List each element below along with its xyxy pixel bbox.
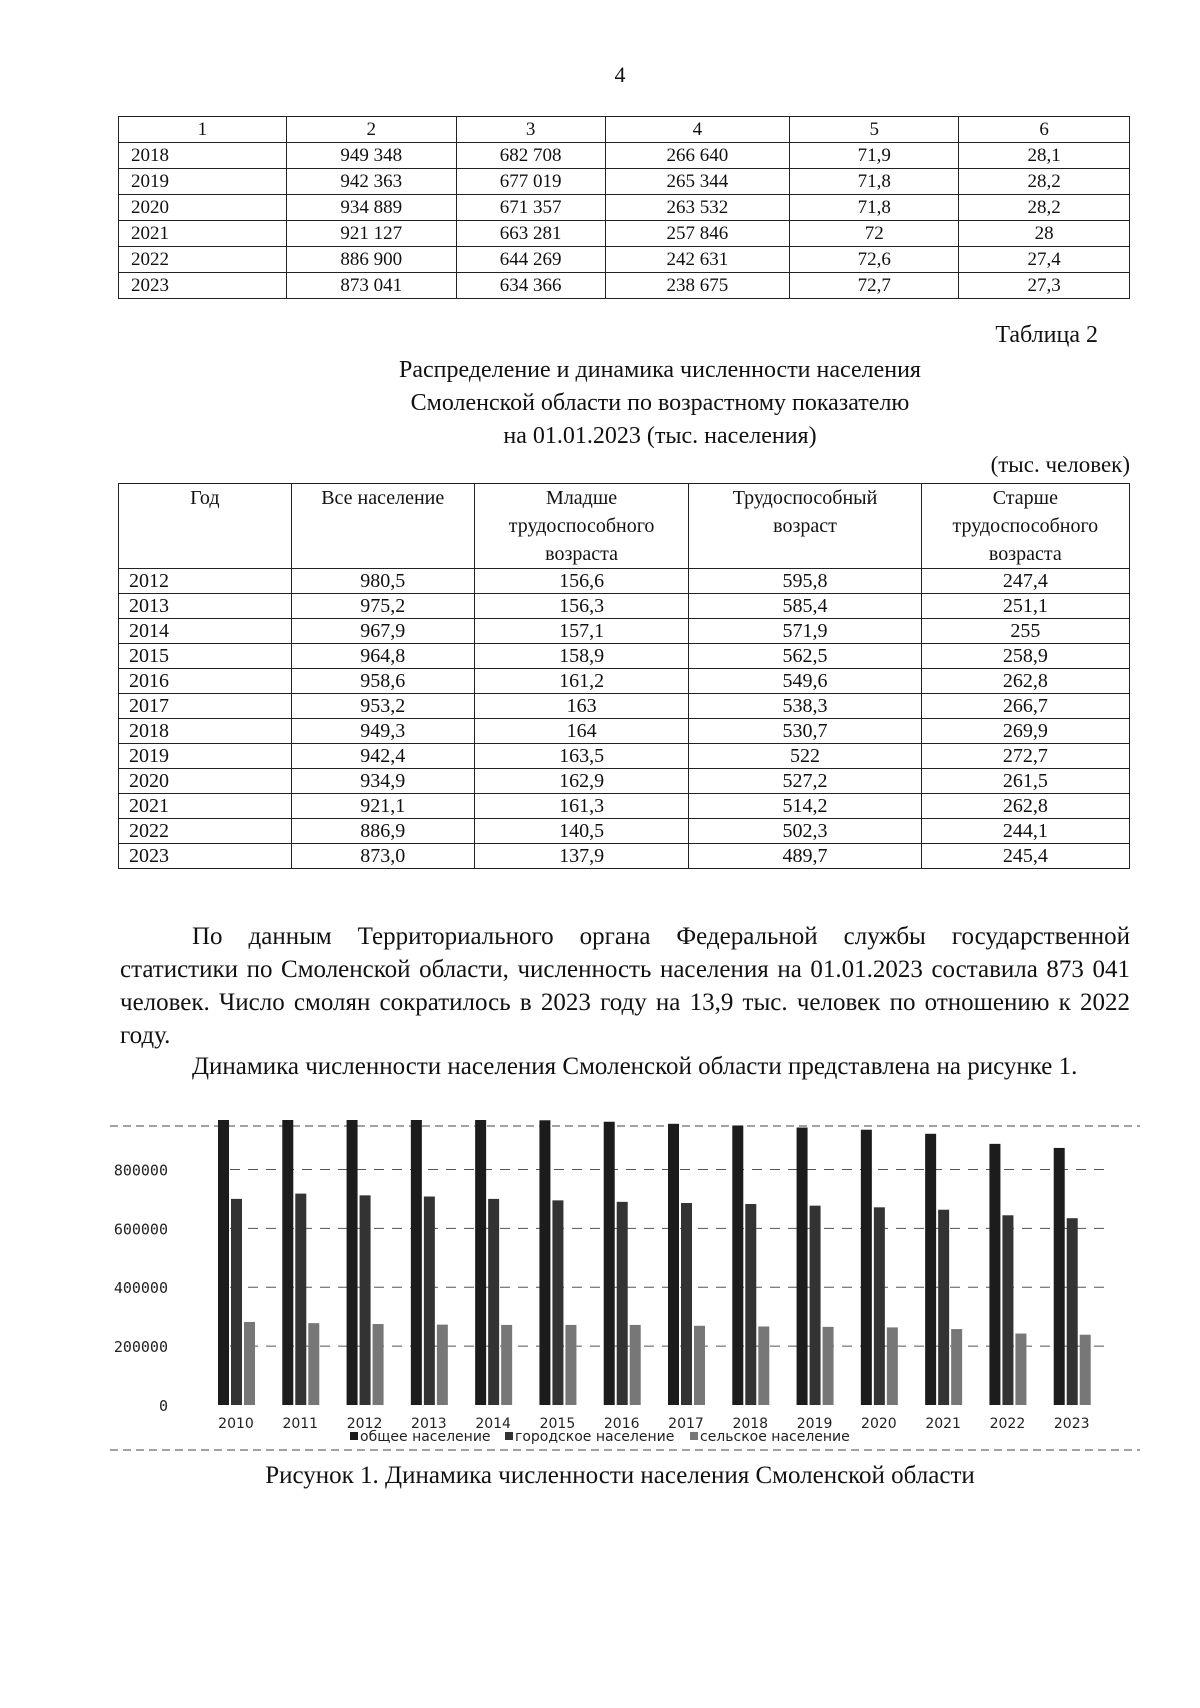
paragraph-population (120, 920, 1130, 1052)
value-cell: 934,9 (291, 769, 474, 794)
bar-городское (1002, 1215, 1013, 1405)
year-cell: 2020 (119, 769, 292, 794)
value-cell: 634 366 (456, 273, 605, 299)
value-cell: 677 019 (456, 169, 605, 195)
paragraph-figure-ref (120, 1050, 1130, 1083)
table-row (119, 619, 1130, 644)
bar-общее (347, 1120, 358, 1405)
value-cell: 921,1 (291, 794, 474, 819)
table-row (119, 819, 1130, 844)
bar-общее (732, 1125, 743, 1405)
bar-городское (552, 1200, 563, 1405)
value-cell: 644 269 (456, 247, 605, 273)
column-header (291, 484, 474, 569)
value-cell: 934 889 (286, 195, 456, 221)
bar-сельское (501, 1325, 512, 1405)
caption-line: Распределение и динамика численности населения (399, 357, 921, 383)
value-cell: 663 281 (456, 221, 605, 247)
table-row (119, 195, 1130, 221)
value-cell: 958,6 (291, 669, 474, 694)
year-cell: 2021 (119, 794, 292, 819)
column-header (689, 484, 921, 569)
bar-городское (424, 1197, 435, 1405)
header-line: возраста (988, 543, 1062, 565)
bar-общее (282, 1120, 293, 1405)
legend-swatch (505, 1432, 513, 1440)
bar-сельское (1080, 1335, 1091, 1405)
value-cell: 585,4 (689, 594, 921, 619)
value-cell: 562,5 (689, 644, 921, 669)
value-cell: 71,8 (790, 169, 959, 195)
x-tick-label: 2018 (732, 1416, 769, 1432)
column-header (921, 484, 1129, 569)
bar-сельское (565, 1325, 576, 1405)
bar-общее (218, 1120, 229, 1405)
x-tick-label: 2012 (346, 1416, 383, 1432)
value-cell: 953,2 (291, 694, 474, 719)
bar-сельское (630, 1325, 641, 1405)
value-cell: 162,9 (474, 769, 689, 794)
table-row (119, 719, 1130, 744)
table-row (119, 594, 1130, 619)
x-tick-label: 2013 (411, 1416, 447, 1432)
x-tick-label: 2011 (282, 1416, 319, 1432)
table-1-continuation (118, 116, 1130, 299)
value-cell: 942,4 (291, 744, 474, 769)
paragraph-text: По данным Территориального органа Федеральной службы государственной статистики по Смоленской области, численность населения на 01.01.2023 составила 873 041 человек. Число смолян сократилось в 2023 году на 13,9 тыс. человек по отношению к 2022 году. (120, 923, 1130, 1049)
bar-сельское (1015, 1334, 1026, 1405)
value-cell: 257 846 (605, 221, 790, 247)
x-tick-label: 2014 (475, 1416, 511, 1432)
bar-сельское (437, 1325, 448, 1405)
year-cell: 2014 (119, 619, 292, 644)
header-line: трудоспособного (952, 515, 1099, 537)
value-cell: 964,8 (291, 644, 474, 669)
year-cell: 2022 (119, 247, 287, 273)
bar-городское (231, 1199, 242, 1405)
value-cell: 261,5 (921, 769, 1129, 794)
value-cell: 262,8 (921, 794, 1129, 819)
bar-городское (617, 1202, 628, 1405)
bar-сельское (244, 1322, 255, 1405)
x-tick-label: 2015 (539, 1416, 576, 1432)
value-cell: 244,1 (921, 819, 1129, 844)
table-header-row (119, 484, 1130, 569)
table-row (119, 744, 1130, 769)
bar-общее (604, 1122, 615, 1405)
value-cell: 514,2 (689, 794, 921, 819)
legend-swatch (690, 1432, 698, 1440)
paragraph-text: Динамика численности населения Смоленской области представлена на рисунке 1. (192, 1053, 1078, 1080)
table-row (119, 794, 1130, 819)
column-header (119, 484, 292, 569)
value-cell: 489,7 (689, 844, 921, 869)
table-row (119, 694, 1130, 719)
value-cell: 873 041 (286, 273, 456, 299)
value-cell: 71,8 (790, 195, 959, 221)
bar-сельское (373, 1324, 384, 1405)
bar-сельское (823, 1327, 834, 1405)
bar-общее (797, 1128, 808, 1405)
value-cell: 28,1 (959, 143, 1130, 169)
value-cell: 595,8 (689, 569, 921, 594)
year-cell: 2018 (119, 719, 292, 744)
value-cell: 28,2 (959, 169, 1130, 195)
bar-городское (681, 1203, 692, 1405)
header-line: Трудоспособный (732, 487, 878, 509)
x-tick-label: 2022 (989, 1416, 1026, 1432)
bar-городское (874, 1207, 885, 1405)
value-cell: 161,3 (474, 794, 689, 819)
y-tick-label: 400000 (113, 1279, 168, 1298)
value-cell: 258,9 (921, 644, 1129, 669)
table-2-units: (тыс. человек) (990, 452, 1130, 477)
x-tick-label: 2010 (218, 1416, 254, 1432)
y-tick-label: 200000 (113, 1338, 168, 1357)
value-cell: 949 348 (286, 143, 456, 169)
value-cell: 980,5 (291, 569, 474, 594)
legend-label: сельское население (700, 1429, 850, 1445)
header-line: возраста (545, 543, 618, 565)
header-line: Старше (992, 487, 1058, 509)
x-tick-label: 2017 (668, 1416, 704, 1432)
column-number-cell: 5 (790, 117, 959, 143)
value-cell: 527,2 (689, 769, 921, 794)
caption-line: на 01.01.2023 (тыс. населения) (503, 423, 817, 449)
bar-сельское (951, 1329, 962, 1405)
bar-общее (1054, 1148, 1065, 1405)
value-cell: 942 363 (286, 169, 456, 195)
value-cell: 161,2 (474, 669, 689, 694)
year-cell: 2022 (119, 819, 292, 844)
year-cell: 2016 (119, 669, 292, 694)
value-cell: 522 (689, 744, 921, 769)
column-number-cell: 4 (605, 117, 790, 143)
bar-городское (938, 1210, 949, 1405)
legend-label: городское население (515, 1429, 675, 1445)
table-row (119, 769, 1130, 794)
value-cell: 28,2 (959, 195, 1130, 221)
value-cell: 157,1 (474, 619, 689, 644)
bar-общее (539, 1120, 550, 1405)
value-cell: 72,6 (790, 247, 959, 273)
x-tick-label: 2016 (603, 1416, 640, 1432)
page-number: 4 (614, 62, 626, 87)
value-cell: 28 (959, 221, 1130, 247)
year-cell: 2019 (119, 744, 292, 769)
year-cell: 2015 (119, 644, 292, 669)
x-tick-label: 2023 (1053, 1416, 1090, 1432)
table-row (119, 221, 1130, 247)
table-2-caption (330, 354, 990, 453)
year-cell: 2017 (119, 694, 292, 719)
bar-сельское (308, 1323, 319, 1405)
value-cell: 158,9 (474, 644, 689, 669)
bar-городское (488, 1199, 499, 1405)
value-cell: 873,0 (291, 844, 474, 869)
header-line: трудоспособного (508, 515, 655, 537)
value-cell: 886 900 (286, 247, 456, 273)
caption-line: Смоленской области по возрастному показателю (410, 390, 910, 416)
value-cell: 247,4 (921, 569, 1129, 594)
table-row (119, 247, 1130, 273)
value-cell: 975,2 (291, 594, 474, 619)
bar-общее (411, 1120, 422, 1405)
column-number-cell: 6 (959, 117, 1130, 143)
value-cell: 156,6 (474, 569, 689, 594)
bar-сельское (694, 1326, 705, 1405)
value-cell: 266,7 (921, 694, 1129, 719)
bar-городское (810, 1206, 821, 1405)
value-cell: 251,1 (921, 594, 1129, 619)
bar-городское (295, 1194, 306, 1405)
value-cell: 949,3 (291, 719, 474, 744)
value-cell: 72,7 (790, 273, 959, 299)
table-header-row (119, 117, 1130, 143)
bar-общее (668, 1124, 679, 1405)
value-cell: 921 127 (286, 221, 456, 247)
value-cell: 272,7 (921, 744, 1129, 769)
table-row (119, 644, 1130, 669)
x-tick-label: 2021 (925, 1416, 961, 1432)
column-number-cell: 3 (456, 117, 605, 143)
value-cell: 163 (474, 694, 689, 719)
table-row (119, 273, 1130, 299)
value-cell: 682 708 (456, 143, 605, 169)
bar-общее (861, 1130, 872, 1405)
value-cell: 27,4 (959, 247, 1130, 273)
bar-сельское (887, 1327, 898, 1405)
value-cell: 266 640 (605, 143, 790, 169)
year-cell: 2012 (119, 569, 292, 594)
value-cell: 269,9 (921, 719, 1129, 744)
value-cell: 140,5 (474, 819, 689, 844)
header-line: Все население (321, 487, 445, 509)
value-cell: 164 (474, 719, 689, 744)
value-cell: 571,9 (689, 619, 921, 644)
value-cell: 242 631 (605, 247, 790, 273)
table-2 (118, 483, 1130, 869)
value-cell: 671 357 (456, 195, 605, 221)
value-cell: 263 532 (605, 195, 790, 221)
column-number-cell: 2 (286, 117, 456, 143)
bar-городское (1067, 1218, 1078, 1405)
column-number-cell: 1 (119, 117, 287, 143)
bar-сельское (758, 1326, 769, 1405)
year-cell: 2018 (119, 143, 287, 169)
value-cell: 549,6 (689, 669, 921, 694)
value-cell: 72 (790, 221, 959, 247)
x-tick-label: 2020 (861, 1416, 897, 1432)
value-cell: 265 344 (605, 169, 790, 195)
population-bar-chart (110, 1120, 1140, 1455)
bar-общее (475, 1120, 486, 1405)
value-cell: 967,9 (291, 619, 474, 644)
table-row (119, 143, 1130, 169)
table-row (119, 169, 1130, 195)
value-cell: 156,3 (474, 594, 689, 619)
value-cell: 245,4 (921, 844, 1129, 869)
y-tick-label: 0 (158, 1397, 168, 1415)
year-cell: 2019 (119, 169, 287, 195)
table-2-label: Таблица 2 (995, 322, 1098, 348)
bar-общее (989, 1144, 1000, 1405)
header-line: Младше (546, 487, 618, 509)
header-line: возраст (773, 515, 837, 537)
bar-общее (925, 1134, 936, 1405)
value-cell: 71,9 (790, 143, 959, 169)
value-cell: 27,3 (959, 273, 1130, 299)
bar-городское (360, 1195, 371, 1405)
bar-городское (745, 1204, 756, 1405)
header-line: Год (190, 487, 220, 509)
year-cell: 2020 (119, 195, 287, 221)
value-cell: 255 (921, 619, 1129, 644)
value-cell: 530,7 (689, 719, 921, 744)
value-cell: 538,3 (689, 694, 921, 719)
x-tick-label: 2019 (796, 1416, 833, 1432)
figure-caption: Рисунок 1. Динамика численности населения Смоленской области (265, 1462, 975, 1489)
table-row (119, 669, 1130, 694)
year-cell: 2013 (119, 594, 292, 619)
year-cell: 2023 (119, 273, 287, 299)
year-cell: 2023 (119, 844, 292, 869)
value-cell: 262,8 (921, 669, 1129, 694)
year-cell: 2021 (119, 221, 287, 247)
y-tick-label: 600000 (113, 1220, 168, 1239)
value-cell: 163,5 (474, 744, 689, 769)
value-cell: 137,9 (474, 844, 689, 869)
value-cell: 886,9 (291, 819, 474, 844)
column-header (474, 484, 689, 569)
legend-label: общее население (360, 1429, 491, 1445)
table-row (119, 569, 1130, 594)
y-tick-label: 800000 (113, 1161, 168, 1180)
table-row (119, 844, 1130, 869)
value-cell: 238 675 (605, 273, 790, 299)
legend-swatch (350, 1432, 358, 1440)
value-cell: 502,3 (689, 819, 921, 844)
